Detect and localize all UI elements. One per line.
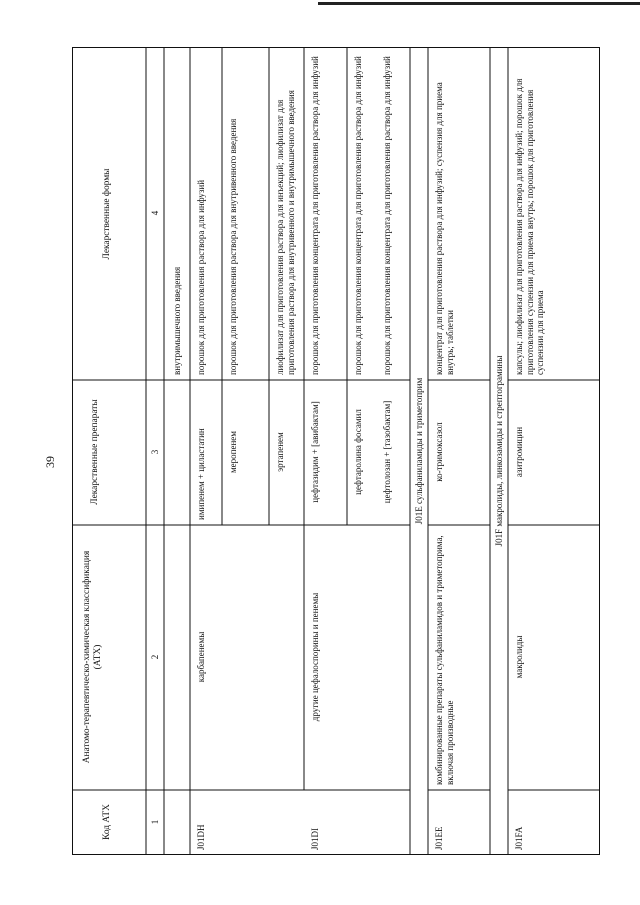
table-cell-drug: эртапенем xyxy=(275,432,285,472)
table-cell-classification: карбапенемы xyxy=(196,631,206,683)
table-cell-drug: цефтазидим + [авибактам] xyxy=(310,401,320,503)
table-cell-code: J01EE xyxy=(434,826,444,850)
column-number-2: 2 xyxy=(150,654,160,660)
table-cell-form: порошок для приготовления концентрата для приготовления раствора для инфузий xyxy=(310,56,320,375)
table-cell-code: J01DI xyxy=(310,828,320,850)
page-number: 39 xyxy=(43,456,57,468)
top-rule xyxy=(318,2,640,5)
table-cell-code: J01DH xyxy=(196,824,206,850)
table-cell-classification: макролиды xyxy=(514,635,524,679)
table-cell-form: порошок для приготовления концентрата для приготовления раствора для инфузий xyxy=(382,56,392,375)
column-number-3: 3 xyxy=(150,449,160,455)
table-cell-code: J01FA xyxy=(514,826,524,850)
table-cell-drug: цефтолозан + [тазобактам] xyxy=(382,400,392,504)
table-cell-drug: азитромицин xyxy=(514,426,524,478)
column-number-1: 1 xyxy=(150,819,160,825)
table-cell-drug: имипенем + циластатин xyxy=(196,428,206,520)
table-cell-form: лиофилизат для приготовления раствора для инъекций; лиофилизат для приготовления раствора для внутривенного и внутримышечного введения xyxy=(275,90,296,375)
column-header-forms: Лекарственные формы xyxy=(102,168,112,260)
section-heading: J01E сульфаниламиды и триметоприм xyxy=(414,377,424,525)
table-cell-drug: ко-тримоксазол xyxy=(434,422,444,482)
table-cell-form: порошок для приготовления концентрата для приготовления раствора для инфузий xyxy=(353,56,363,375)
column-header-classification: Анатомо-терапевтическо-химическая классификация (АТХ) xyxy=(82,550,103,764)
rotated-table xyxy=(72,47,600,855)
table-cell-drug: цефтаролина фосамил xyxy=(353,409,363,495)
section-heading: J01F макролиды, линкозамиды и стрептограмины xyxy=(494,355,504,547)
table-cell-drug: меропенем xyxy=(228,431,238,474)
table-cell-classification: другие цефалоспорины и пенемы xyxy=(310,592,320,722)
column-header-drugs: Лекарственные препараты xyxy=(90,399,100,505)
table-cell-form: внутримышечного введения xyxy=(172,266,182,375)
table-cell-classification: комбинированные препараты сульфаниламидов и триметоприма, включая производные xyxy=(434,535,455,785)
table-cell-form: капсулы; лиофилизат для приготовления раствора для инфузий; порошок для приготовления суспензии для приема внутрь; порошок для приготовления суспензии для приема xyxy=(514,78,546,375)
column-number-4: 4 xyxy=(150,210,160,216)
table-cell-form: порошок для приготовления раствора для инфузий xyxy=(196,179,206,375)
table-cell-form: порошок для приготовления раствора для внутривенного введения xyxy=(228,118,238,375)
column-header-code: Код АТХ xyxy=(102,804,112,840)
table-cell-form: концентрат для приготовления раствора для инфузий; суспензия для приема внутрь; таблетки xyxy=(434,82,455,375)
